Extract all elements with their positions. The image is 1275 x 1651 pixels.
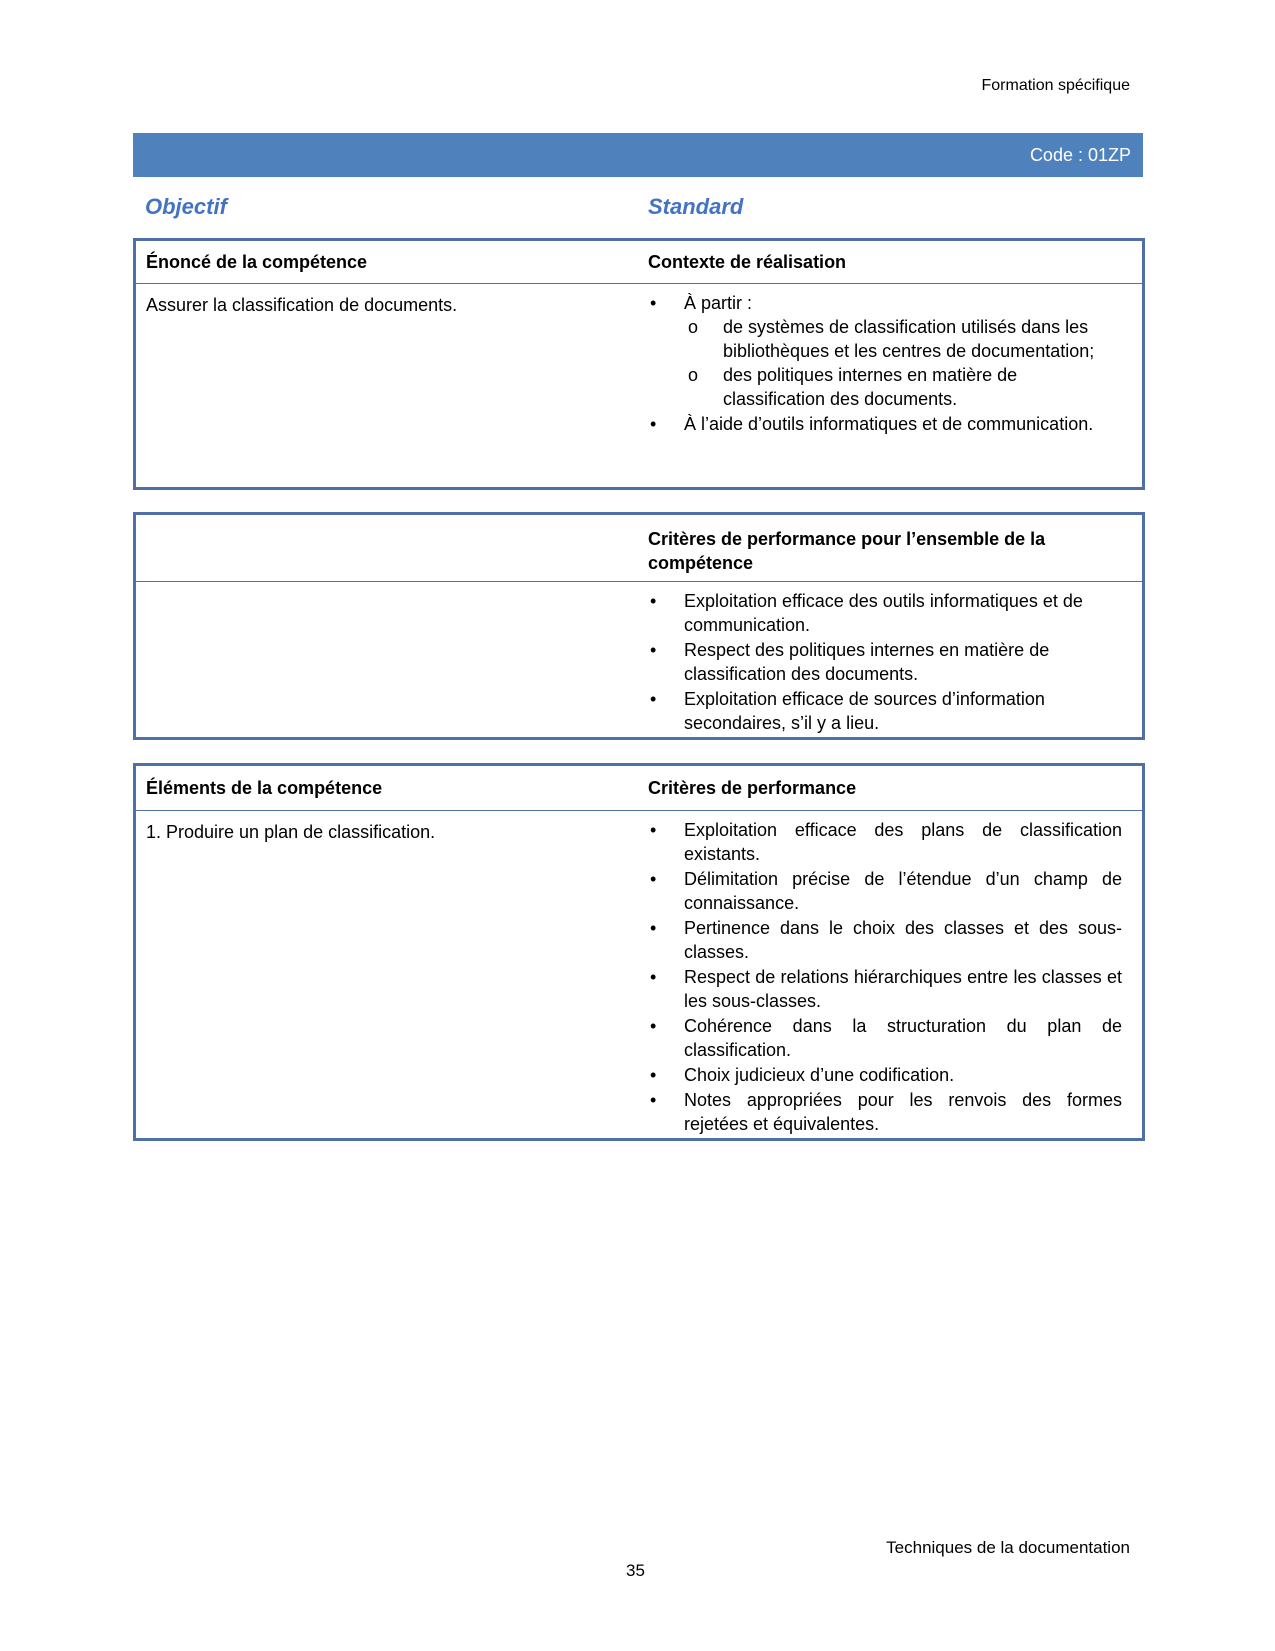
list-item: • Respect des politiques internes en matière de classification des documents. xyxy=(648,638,1118,686)
performance-criteria-list xyxy=(648,818,1122,1137)
overall-criteria-table xyxy=(133,512,1145,740)
context-list xyxy=(648,291,1098,437)
section-title-standard: Standard xyxy=(648,194,744,219)
competence-table xyxy=(133,238,1145,490)
running-header: Formation spécifique xyxy=(981,77,1130,94)
list-item: • Notes appropriées pour les renvois des formes rejetées et équivalentes. xyxy=(648,1088,1122,1136)
header-criteres-performance: Critères de performance xyxy=(648,778,857,798)
list-item: • Exploitation efficace de sources d’information secondaires, s’il y a lieu. xyxy=(648,687,1118,735)
header-enonce: Énoncé de la compétence xyxy=(146,252,368,272)
competence-element: 1. Produire un plan de classification. xyxy=(146,822,436,842)
overall-criteria-header xyxy=(136,515,1142,582)
page-number: 35 xyxy=(626,1561,645,1580)
competence-statement: Assurer la classification de documents. xyxy=(146,295,458,315)
list-item: o de systèmes de classification utilisés dans les bibliothèques et les centres de documentation; xyxy=(684,315,1098,363)
code-bar xyxy=(133,133,1143,177)
list-item: • Respect de relations hiérarchiques entre les classes et les sous-classes. xyxy=(648,965,1122,1013)
header-elements: Éléments de la compétence xyxy=(146,778,383,798)
header-contexte: Contexte de réalisation xyxy=(648,252,847,272)
overall-criteria-list xyxy=(648,589,1118,736)
list-item: • Exploitation efficace des plans de classification existants. xyxy=(648,818,1122,866)
list-item: o des politiques internes en matière de classification des documents. xyxy=(684,363,1098,411)
list-item: • Exploitation efficace des outils informatiques et de communication. xyxy=(648,589,1118,637)
list-item: • À partir : o de systèmes de classification utilisés dans les bibliothèques et les centres de documentation; o des politiques internes en matière de classification des documents. xyxy=(648,291,1098,411)
competence-table-header xyxy=(136,241,1142,284)
elements-criteria-table xyxy=(133,763,1145,1141)
list-item: • Pertinence dans le choix des classes et des sous-classes. xyxy=(648,916,1122,964)
list-item: • Cohérence dans la structuration du plan de classification. xyxy=(648,1014,1122,1062)
list-item: • Délimitation précise de l’étendue d’un champ de connaissance. xyxy=(648,867,1122,915)
code-label: Code : 01ZP xyxy=(1029,145,1131,165)
elements-criteria-header xyxy=(136,766,1142,811)
section-title-objectif: Objectif xyxy=(145,194,227,219)
list-item: • Choix judicieux d’une codification. xyxy=(648,1063,1122,1087)
header-criteres-ensemble: Critères de performance pour l’ensemble de la compétence xyxy=(648,529,1046,573)
list-item: • À l’aide d’outils informatiques et de communication. xyxy=(648,412,1098,436)
running-footer: Techniques de la documentation xyxy=(886,1538,1130,1557)
